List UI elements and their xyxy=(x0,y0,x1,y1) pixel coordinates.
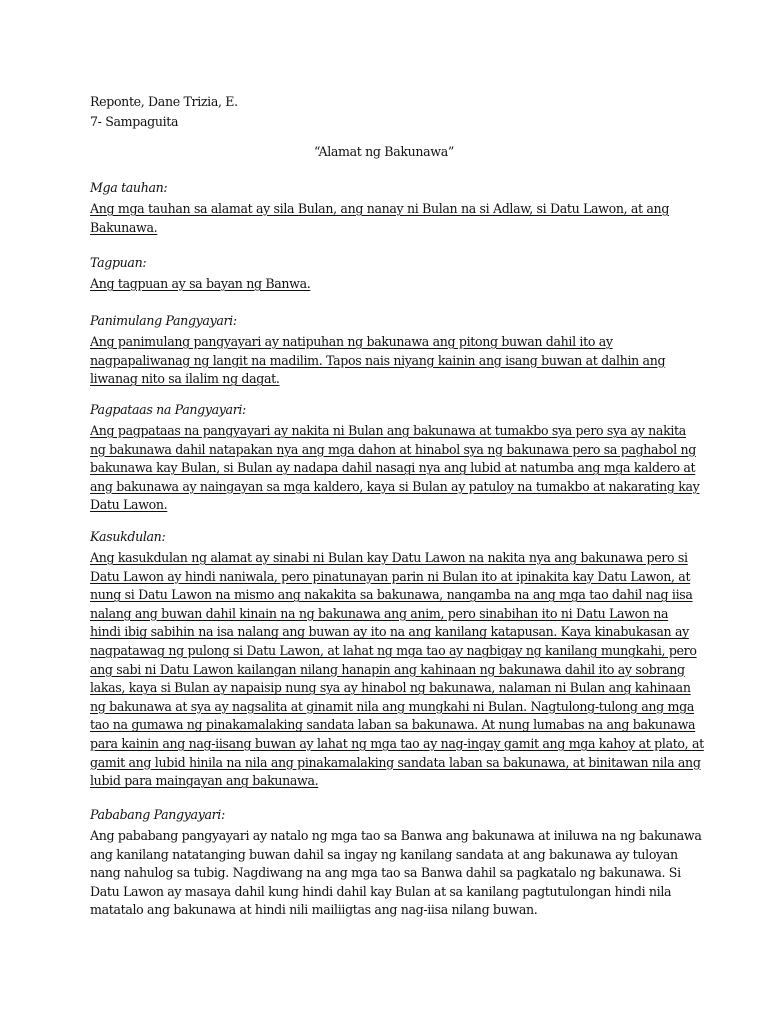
text-line: Ang pababang pangyayari ay natalo ng mga tao sa Banwa ang bakunawa at iniluwa na ng bakunawa xyxy=(90,828,702,843)
text-line: ng bakunawa at sya ay nagsalita at ginamit nila ang mungkahi ni Bulan. Nagtulong-tulong ang mga xyxy=(90,698,695,714)
student-header xyxy=(90,92,710,132)
text-line: hindi ibig sabihin na isa nalang ang buwan ay ito na ang kanilang katapusan. Kaya kinabukasan ay xyxy=(90,624,689,640)
section-body xyxy=(90,275,690,294)
section-body xyxy=(90,333,690,389)
text-line: nagpapaliwanag ng langit na madilim. Tapos nais niyang kainin ang isang buwan at dalhin ang xyxy=(90,352,666,368)
section-tagpuan xyxy=(90,253,690,294)
section-kasukdulan xyxy=(90,527,704,791)
section-label: Panimulang Pangyayari: xyxy=(90,313,237,328)
section-body xyxy=(90,549,704,791)
text-line: lubid para maingayan ang bakunawa. xyxy=(90,773,319,789)
text-line: nang nahulog sa tubig. Nagdiwang na ang mga tao sa Banwa dahil sa pagkatalo ng bakunawa. Si xyxy=(90,865,681,881)
text-line: Ang mga tauhan sa alamat ay sila Bulan, ang nanay ni Bulan na si Adlaw, si Datu Lawon, at ang xyxy=(90,201,670,216)
text-line: Ang pagpataas na pangyayari ay nakita ni Bulan ang bakunawa at tumakbo sya pero sya ay nakita xyxy=(90,423,686,438)
section-label: Mga tauhan: xyxy=(90,180,168,195)
text-line: Ang kasukdulan ng alamat ay sinabi ni Bulan kay Datu Lawon na nakita nya ang bakunawa pero si xyxy=(90,550,688,565)
text-line: Datu Lawon. xyxy=(90,497,168,513)
text-line: Datu Lawon ay masaya dahil kung hindi dahil kay Bulan at sa kanilang pagtutulongan hindi nila xyxy=(90,883,672,899)
section-label: Pababang Pangyayari: xyxy=(90,807,225,822)
text-line: para kainin ang nag-iisang buwan ay lahat ng mga tao ay nag-ingay gamit ang mga kahoy at plato, at xyxy=(90,735,704,751)
section-panimulang-pangyayari xyxy=(90,311,690,389)
section-pababang-pangyayari xyxy=(90,805,702,920)
section-body xyxy=(90,422,700,515)
section-label: Kasukdulan: xyxy=(90,529,166,544)
section-tauhan xyxy=(90,178,690,237)
student-section: 7- Sampaguita xyxy=(90,114,179,129)
document-title: “Alamat ng Bakunawa” xyxy=(314,144,454,159)
text-line: matatalo ang bakunawa at hindi nili mailiigtas ang nag-iisa nilang buwan. xyxy=(90,902,538,918)
text-line: ang kanilang natatanging buwan dahil sa ingay ng kanilang sandata at ang bakunawa ay tuloyan xyxy=(90,846,678,862)
section-body xyxy=(90,827,702,920)
text-line: Ang panimulang pangyayari ay natipuhan ng bakunawa ang pitong buwan dahil ito ay xyxy=(90,334,613,349)
text-line: ang sabi ni Datu Lawon kailangan nilang hanapin ang kahinaan ng bakunawa dahil ito ay sobrang xyxy=(90,661,685,677)
text-line: nung si Datu Lawon na mismo ang nakakita sa bakunawa, nangamba na ang mga tao dahil nag iisa xyxy=(90,587,693,603)
text-line: bakunawa kay Bulan, si Bulan ay nadapa dahil nasagi nya ang lubid at natumba ang mga kaldero at xyxy=(90,460,696,476)
section-body xyxy=(90,200,690,237)
text-line: tao na gumawa ng pinakamalaking sandata laban sa bakunawa. At nung lumabas na ang bakunawa xyxy=(90,717,696,733)
student-name: Reponte, Dane Trizia, E. xyxy=(90,94,238,109)
text-line: Bakunawa. xyxy=(90,219,158,235)
text-line: liwanag nito sa ilalim ng dagat. xyxy=(90,371,280,387)
text-line: lakas, kaya si Bulan ay napaisip nung sya ay hinabol ng bakunawa, nalaman ni Bulan ang kahinaan xyxy=(90,680,691,696)
text-line: Datu Lawon ay hindi naniwala, pero pinatunayan parin ni Bulan ito at ipinakita kay Datu Lawon, at xyxy=(90,568,691,584)
text-line: nagpatawag ng pulong si Datu Lawon, at lahat ng mga tao ay nagbigay ng kanilang mungkahi, pero xyxy=(90,642,697,658)
section-label: Tagpuan: xyxy=(90,255,147,270)
text-line: nalang ang buwan dahil kinain na ng bakunawa ang anim, pero sinabihan ito ni Datu Lawon na xyxy=(90,605,669,621)
text-line: ng bakunawa dahil natapakan nya ang mga dahon at hinabol sya ng bakunawa pero sa paghabol ng xyxy=(90,441,696,457)
text-line: Ang tagpuan ay sa bayan ng Banwa. xyxy=(90,276,311,291)
text-line: ang bakunawa ay naingayan sa mga kaldero, kaya si Bulan ay patuloy na tumakbo at nakarating kay xyxy=(90,478,700,494)
section-pagpataas-na-pangyayari xyxy=(90,400,700,515)
section-label: Pagpataas na Pangyayari: xyxy=(90,402,246,417)
text-line: gamit ang lubid hinila na nila ang pinakamalaking sandata laban sa bakunawa, at binitawan nila ang xyxy=(90,754,701,770)
